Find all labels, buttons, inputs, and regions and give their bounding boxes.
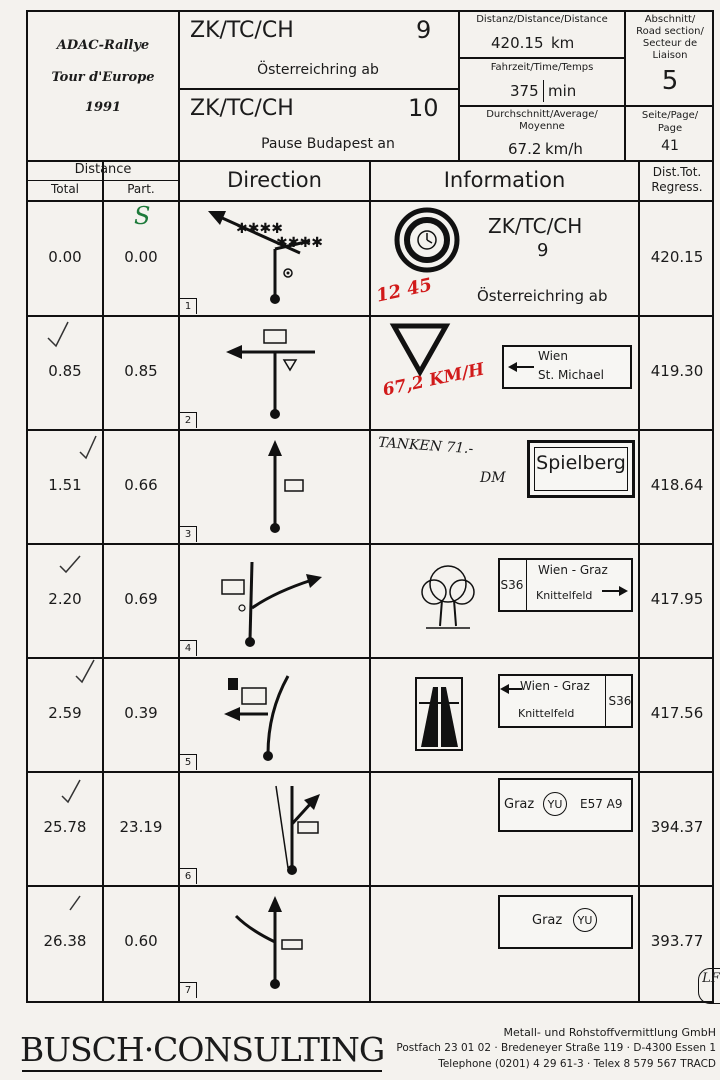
sign-routes: E57 A9 (580, 797, 623, 811)
row-part: 0.69 (124, 590, 158, 608)
route-number: S36 (605, 674, 634, 728)
motorway-icon (415, 677, 465, 753)
arrow-right-icon (600, 584, 630, 598)
row-number: 7 (180, 982, 197, 998)
tree-icon (410, 560, 490, 640)
row-part: 0.85 (124, 362, 158, 380)
time-value: 375 (510, 82, 539, 100)
distance-label: Distanz/Distance/Distance (476, 14, 608, 25)
part-col-header: Part. (127, 182, 155, 196)
sign-destination-2: St. Michael (538, 368, 604, 382)
hand-mark-s: S (134, 202, 151, 230)
row-part: 0.39 (124, 704, 158, 722)
tulip-diagram-2 (180, 316, 370, 430)
row-number: 1 (180, 298, 197, 314)
time-control-icon (392, 205, 462, 275)
info-control-number: 9 (537, 240, 549, 261)
distance-value: 420.15 (491, 34, 544, 52)
sign-city: Graz (504, 797, 535, 812)
row-regress: 393.77 (650, 932, 704, 950)
country-badge: YU (543, 792, 567, 816)
average-value: 67.2 (508, 140, 542, 158)
country-badge: YU (573, 908, 597, 932)
hand-start-time: 12 45 (374, 274, 434, 307)
sign-city: Graz (532, 913, 563, 928)
regress-col-header-2: Regress. (651, 180, 703, 194)
row-regress: 420.15 (650, 248, 704, 266)
corner-logo: LF (698, 968, 720, 1004)
row-part: 0.00 (124, 248, 158, 266)
row-regress: 418.64 (650, 476, 704, 494)
company-brand: BUSCH·CONSULTING (20, 1030, 385, 1069)
sign-destination-2: Knittelfeld (518, 707, 575, 720)
road-sign-graz-yu-2 (498, 895, 633, 949)
page-value: 41 (661, 138, 679, 154)
regress-col-header: Dist.Tot. (652, 165, 702, 179)
arrow-left-icon (508, 360, 538, 374)
row-part: 23.19 (119, 818, 163, 836)
row-regress: 417.95 (650, 590, 704, 608)
company-address: Postfach 23 01 02 · Bredeneyer Straße 119 · D-4300 Essen 1 (396, 1042, 716, 1054)
start-location: Österreichring ab (257, 62, 379, 78)
tulip-diagram-1 (180, 201, 370, 315)
page-label-2: Page (657, 123, 683, 134)
row-regress: 419.30 (650, 362, 704, 380)
start-control-number: 9 (416, 16, 432, 44)
company-phone: Telephone (0201) 4 29 61-3 · Telex 8 579 567 TRACD (438, 1058, 716, 1070)
row-part: 0.60 (124, 932, 158, 950)
distance-col-header: Distance (74, 162, 132, 177)
sign-destination-1: Wien (538, 349, 568, 363)
tulip-diagram-7 (180, 886, 370, 1000)
tulip-diagram-3 (180, 430, 370, 544)
rally-year: 1991 (84, 100, 122, 115)
rally-tour: Tour d'Europe (51, 70, 155, 85)
section-label-4: Liaison (652, 50, 688, 61)
end-control-code: ZK/TC/CH (190, 96, 294, 121)
page-label-1: Seite/Page/ (641, 110, 699, 121)
info-location: Österreichring ab (477, 287, 608, 305)
time-unit: min (548, 82, 577, 100)
row-part: 0.66 (124, 476, 158, 494)
sign-destination-2: Knittelfeld (536, 589, 593, 602)
section-label-2: Road section/ (636, 26, 704, 37)
sign-destination-1: Wien - Graz (538, 563, 608, 577)
row-total: 0.85 (48, 362, 82, 380)
end-control-number: 10 (408, 94, 439, 122)
letterhead-footer (0, 1012, 720, 1080)
end-location: Pause Budapest an (261, 136, 395, 152)
row-number: 5 (180, 754, 197, 770)
distance-unit: km (551, 34, 575, 52)
time-label: Fahrzeit/Time/Temps (490, 62, 594, 73)
row-regress: 394.37 (650, 818, 704, 836)
info-control-code: ZK/TC/CH (488, 214, 583, 238)
row-number: 3 (180, 526, 197, 542)
row-total: 26.38 (43, 932, 87, 950)
svg-text:✱✱✱✱: ✱✱✱✱ (276, 235, 323, 251)
brand-underline (22, 1070, 382, 1072)
average-label-2: Moyenne (519, 121, 565, 132)
row-total: 1.51 (48, 476, 82, 494)
row-number: 4 (180, 640, 197, 656)
route-number: S36 (498, 558, 527, 612)
total-col-header: Total (50, 182, 80, 196)
tulip-diagram-6 (180, 772, 370, 886)
information-col-header: Information (443, 168, 566, 192)
hand-fuel-unit: DM (480, 470, 506, 486)
section-label-3: Secteur de (642, 38, 698, 49)
hand-average-speed: 67,2 KM/H (381, 359, 487, 401)
average-unit: km/h (545, 140, 583, 158)
direction-col-header: Direction (227, 168, 322, 192)
row-number: 2 (180, 412, 197, 428)
row-total: 2.20 (48, 590, 82, 608)
tulip-diagram-4 (180, 544, 370, 658)
company-name: Metall- und Rohstoffvermittlung GmbH (503, 1026, 716, 1039)
row-regress: 417.56 (650, 704, 704, 722)
row-total: 0.00 (48, 248, 82, 266)
start-control-code: ZK/TC/CH (190, 18, 294, 43)
section-value: 5 (661, 66, 679, 96)
row-total: 25.78 (43, 818, 87, 836)
row-number: 6 (180, 868, 197, 884)
tulip-diagram-5 (180, 658, 370, 772)
section-label-1: Abschnitt/ (644, 14, 696, 25)
row-total: 2.59 (48, 704, 82, 722)
sign-destination-1: Wien - Graz (520, 679, 590, 693)
svg-text:✱✱✱✱: ✱✱✱✱ (236, 221, 283, 237)
rally-name: ADAC-Rallye (56, 38, 150, 53)
hand-fuel-note: TANKEN 71.- (377, 434, 474, 458)
average-label: Durchschnitt/Average/ (486, 109, 598, 120)
place-name: Spielberg (536, 452, 626, 474)
